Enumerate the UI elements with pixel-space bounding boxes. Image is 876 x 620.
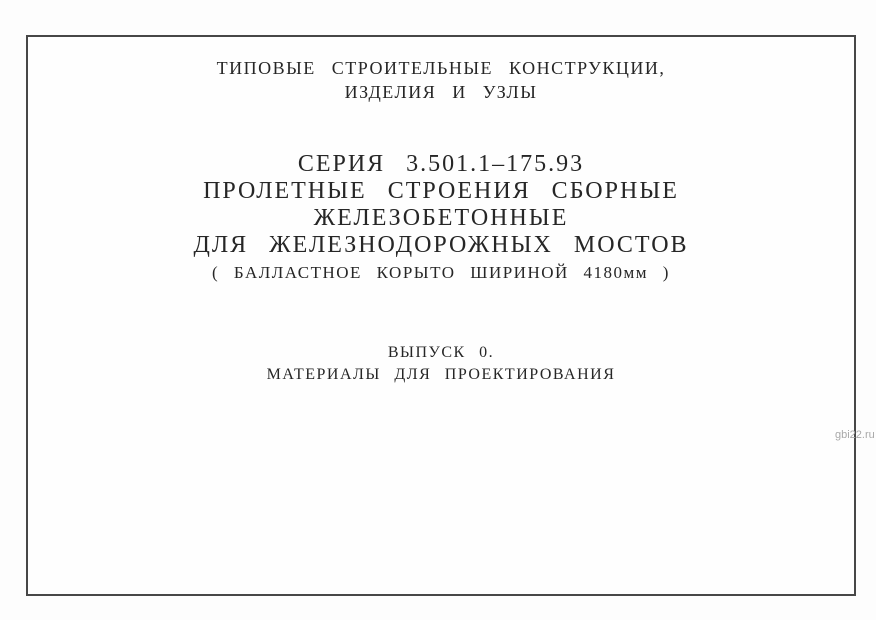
page-border-frame xyxy=(26,35,856,596)
document-title xyxy=(26,151,856,259)
document-header xyxy=(26,56,856,104)
issue-number: ВЫПУСК 0. xyxy=(387,344,495,361)
issue-description: МАТЕРИАЛЫ ДЛЯ ПРОЕКТИРОВАНИЯ xyxy=(266,366,616,383)
issue-section xyxy=(26,342,856,386)
site-watermark: gbi22.ru xyxy=(835,429,875,441)
title-line-2: ПРОЛЕТНЫЕ СТРОЕНИЯ СБОРНЫЕ xyxy=(203,178,679,204)
title-line-3: ЖЕЛЕЗОБЕТОННЫЕ xyxy=(313,205,569,231)
title-line-4: ДЛЯ ЖЕЛЕЗНОДОРОЖНЫХ МОСТОВ xyxy=(193,232,689,258)
header-line-2: ИЗДЕЛИЯ И УЗЛЫ xyxy=(344,82,538,102)
header-line-1: ТИПОВЫЕ СТРОИТЕЛЬНЫЕ КОНСТРУКЦИИ, xyxy=(216,58,666,78)
subtitle-ballast-trough: ( БАЛЛАСТНОЕ КОРЫТО ШИРИНОЙ 4180мм ) xyxy=(212,263,670,282)
series-number: СЕРИЯ 3.501.1–175.93 xyxy=(297,151,585,177)
